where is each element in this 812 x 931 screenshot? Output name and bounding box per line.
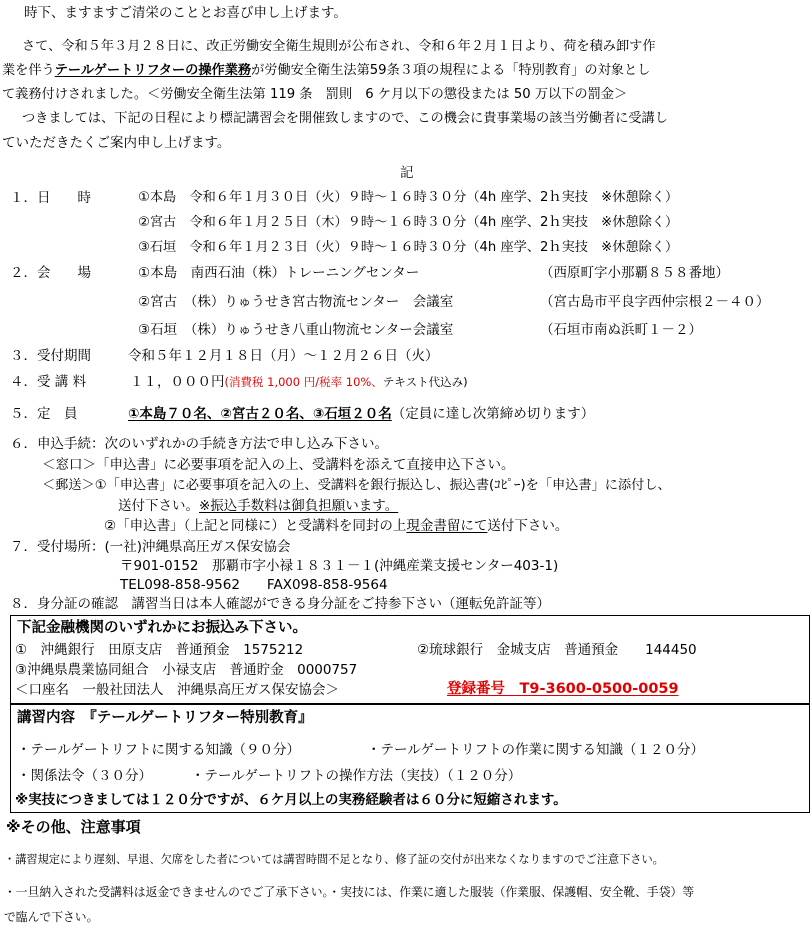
course-item: ・関係法令（３０分）: [17, 768, 152, 784]
bank-box: [10, 615, 810, 704]
venue-address: （宮古島市平良字西仲宗根２－４０）: [540, 294, 770, 310]
schedule-row: ②宮古 令和６年１月２５日（木）９時～１６時３０分（4h 座学、2ｈ実技 ※休憩除く）: [138, 215, 679, 230]
course-item: ・テールゲートリフトに関する知識（９０分）: [17, 742, 300, 758]
bank-option-1: ① 沖縄銀行 田原支店 普通預金 1575212: [15, 642, 304, 658]
schedule-label: １．日 時: [10, 190, 91, 206]
notes-title: ※その他、注意事項: [6, 818, 141, 836]
intro-paragraph2-line1: つきましては、下記の日程により標記講習会を開催致しますので、この機会に貴事業場の該当労働者に受講し: [22, 111, 668, 126]
office-tel-fax: TEL098-858-9562 FAX098-858-9564: [120, 577, 388, 593]
bank-option-2: ②琉球銀行 金城支店 普通預金 144450: [417, 642, 697, 658]
schedule-row: ①本島 令和６年１月３０日（火）９時～１６時３０分（4h 座学、2ｈ実技 ※休憩除く）: [138, 190, 679, 205]
intro-paragraph-line2: 業を伴うテールゲートリフターの操作業務が労働安全衛生法第59条３項の規程による「特別教育」の対象とし: [2, 63, 651, 78]
course-title: 講習内容 『テールゲートリフター特別教育』: [17, 710, 313, 726]
apply-mail-1: ＜郵送＞①「申込書」に必要事項を記入の上、受講料を銀行振込し、振込書(ｺﾋﾟｰ)を「申込書」に添付し、: [42, 478, 671, 493]
apply-label: ６．申込手続：次のいずれかの手続き方法で申し込み下さい。: [10, 436, 388, 452]
apply-window: ＜窓口＞「申込書」に必要事項を記入の上、受講料を添えて直接申込下さい。: [42, 457, 515, 473]
ki-heading: 記: [400, 165, 414, 181]
capacity-label: ５．定 員: [10, 406, 78, 422]
venue-name: ③石垣 （株）りゅうせき八重山物流センター会議室: [138, 322, 454, 338]
period-label: ３．受付期間: [10, 348, 91, 364]
tailgate-operation-emphasis: テールゲートリフターの操作業務: [54, 63, 252, 78]
course-note: ※実技につきましては１２０分ですが、６ケ月以上の実務経験者は６０分に短縮されます。: [15, 792, 567, 808]
period-value: 令和５年１２月１８日（月）～１２月２６日（火）: [128, 348, 439, 364]
note-item: で臨んで下さい。: [4, 910, 99, 924]
fee-value: １１，０００円(消費税 1,000 円/税率 10%、テキスト代込み): [130, 374, 468, 390]
intro-paragraph2-line2: ていただきたくご案内申し上げます。: [2, 135, 231, 151]
schedule-row: ③石垣 令和６年１月２３日（火）９時～１６時３０分（4h 座学、2ｈ実技 ※休憩除く）: [138, 240, 679, 255]
apply-mail-2: ②「申込書」（上記と同様に）と受講料を同封の上現金書留にて送付下さい。: [104, 518, 569, 534]
intro-paragraph-line3: て義務付けされました。＜労働安全衛生法第 119 条 罰則 6 ケ月以下の懲役または 50 万以下の罰金＞: [2, 87, 628, 102]
fee-tax-note: (消費税 1,000 円/税率 10%、: [224, 375, 383, 389]
venue-name: ②宮古 （株）りゅうせき宮古物流センター 会議室: [138, 294, 454, 310]
venue-label: ２．会 場: [10, 265, 91, 281]
greeting-text: 時下、ますますご清栄のこととお喜び申し上げます。: [24, 5, 347, 21]
note-item: ・一旦納入された受講料は返金できませんのでご了承下さい。・実技には、作業に適した服装（作業服、保護帽、安全靴、手袋）等: [4, 885, 695, 899]
office-label: ７．受付場所：(一社)沖縄県高圧ガス保安協会: [10, 539, 291, 555]
bank-option-3: ③沖縄県農業協同組合 小禄支店 普通貯金 0000757: [15, 662, 358, 678]
course-item: ・テールゲートリフトの作業に関する知識（１２０分）: [367, 742, 704, 758]
bank-account-name: ＜口座名 一般社団法人 沖縄県高圧ガス保安協会＞: [15, 682, 339, 698]
registration-number: 登録番号 T9-3600-0500-0059: [447, 681, 679, 697]
apply-mail-1b: 送付下さい。※振込手数料は御負担願います。: [118, 498, 399, 514]
note-item: ・講習規定により遅刻、早退、欠席をした者については講習時間不足となり、修了証の交付が出来なくなりますのでご注意下さい。: [4, 853, 664, 866]
venue-address: （石垣市南ぬ浜町１－２）: [540, 322, 702, 338]
id-check-text: ８．身分証の確認 講習当日は本人確認ができる身分証をご持参下さい（運転免許証等）: [10, 596, 550, 612]
venue-name: ①本島 南西石油（株）トレーニングセンター: [138, 265, 420, 281]
capacity-value: ①本島７０名、②宮古２０名、③石垣２０名（定員に達し次第締め切ります）: [128, 406, 595, 422]
course-item: ・テールゲートリフトの操作方法（実技）（１２０分）: [191, 768, 522, 784]
office-address: 〒901-0152 那覇市字小禄１８３１－１(沖縄産業支援センター403-1): [120, 558, 559, 574]
course-box: [10, 704, 810, 813]
bank-title: 下記金融機関のいずれかにお振込み下さい。: [17, 620, 307, 636]
intro-paragraph-line1: さて、令和５年３月２８日に、改正労働安全衛生規則が公布され、令和６年２月１日より、荷を積み卸す作: [22, 39, 656, 54]
venue-address: （西原町字小那覇８５８番地）: [540, 265, 729, 281]
fee-label: ４．受 講 料: [10, 374, 87, 390]
